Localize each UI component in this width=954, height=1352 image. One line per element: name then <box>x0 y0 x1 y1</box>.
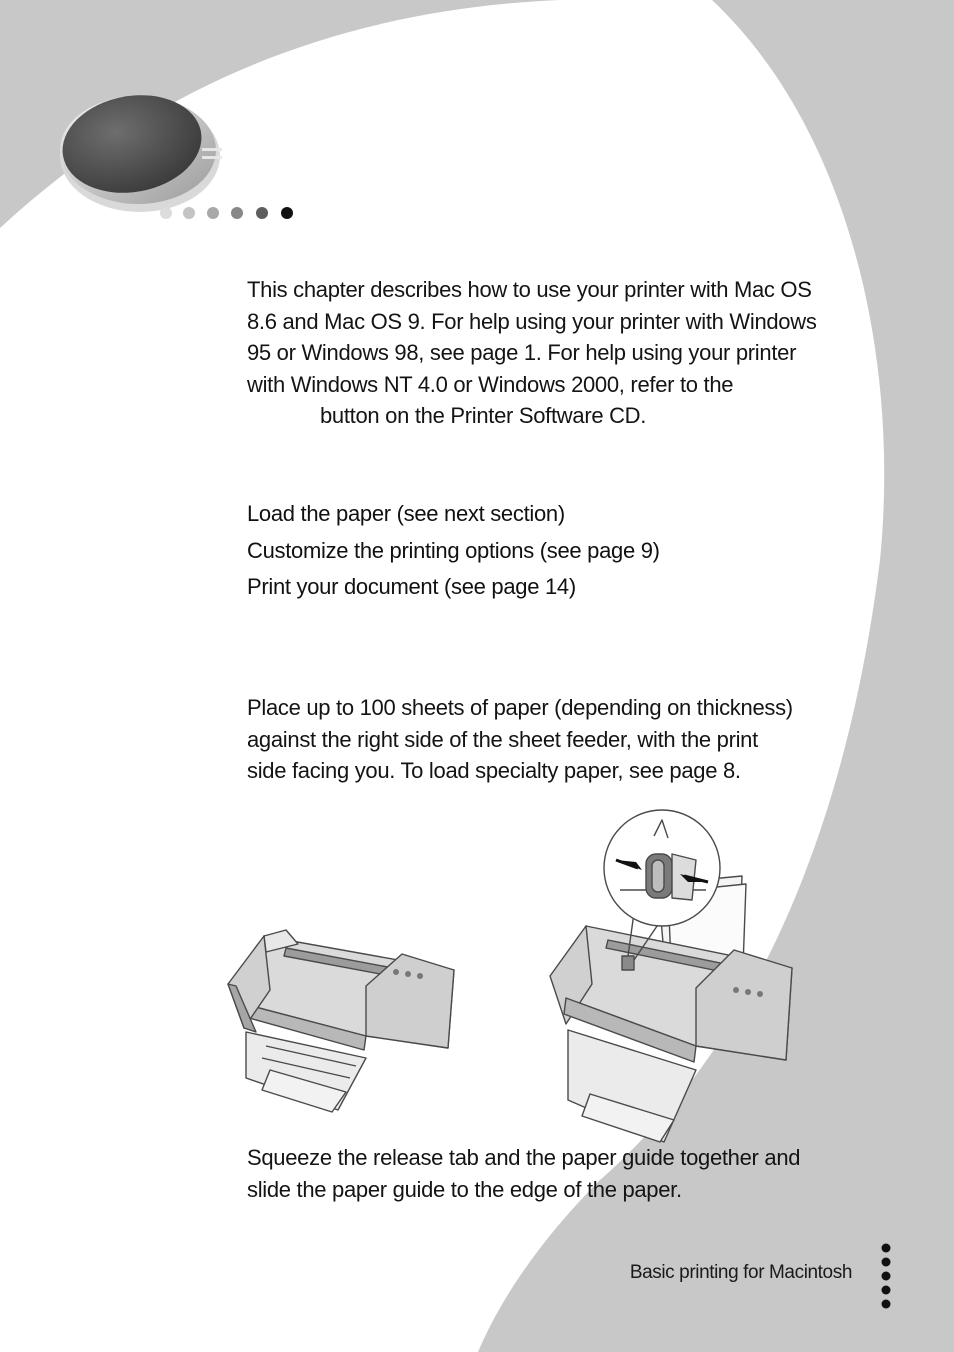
printer-loaded-illustration-icon <box>546 808 796 1144</box>
decorative-dots-icon <box>156 203 306 223</box>
intro-line: 95 or Windows 98, see page 1. For help using your printer <box>247 340 797 365</box>
footer-title: Basic printing for Macintosh <box>629 1262 852 1283</box>
intro-line: button on the Printer Software CD. <box>320 403 647 428</box>
load-paper-paragraph <box>247 692 827 787</box>
load-paper-line: side facing you. To load specialty paper, see page 8. <box>247 758 741 783</box>
chapter-badge-icon <box>52 86 222 216</box>
footer-dots-icon <box>878 1240 894 1312</box>
squeeze-line: Squeeze the release tab and the paper guide together and <box>247 1145 801 1170</box>
printer-illustration-icon <box>226 924 458 1114</box>
list-item: Customize the printing options (see page 9) <box>247 537 660 563</box>
steps-list <box>247 496 660 606</box>
squeeze-paragraph <box>247 1142 827 1205</box>
intro-line: This chapter describes how to use your printer with Mac OS <box>247 277 812 302</box>
intro-line: 8.6 and Mac OS 9. For help using your printer with Windows <box>247 308 817 334</box>
load-paper-line: against the right side of the sheet feeder, with the print <box>247 726 758 752</box>
list-item: Load the paper (see next section) <box>247 501 565 526</box>
squeeze-line: slide the paper guide to the edge of the paper. <box>247 1176 682 1202</box>
intro-paragraph <box>247 274 827 432</box>
intro-line: with Windows NT 4.0 or Windows 2000, refer to the <box>247 371 734 397</box>
list-item: Print your document (see page 14) <box>247 574 576 599</box>
load-paper-line: Place up to 100 sheets of paper (depending on thickness) <box>247 695 793 720</box>
